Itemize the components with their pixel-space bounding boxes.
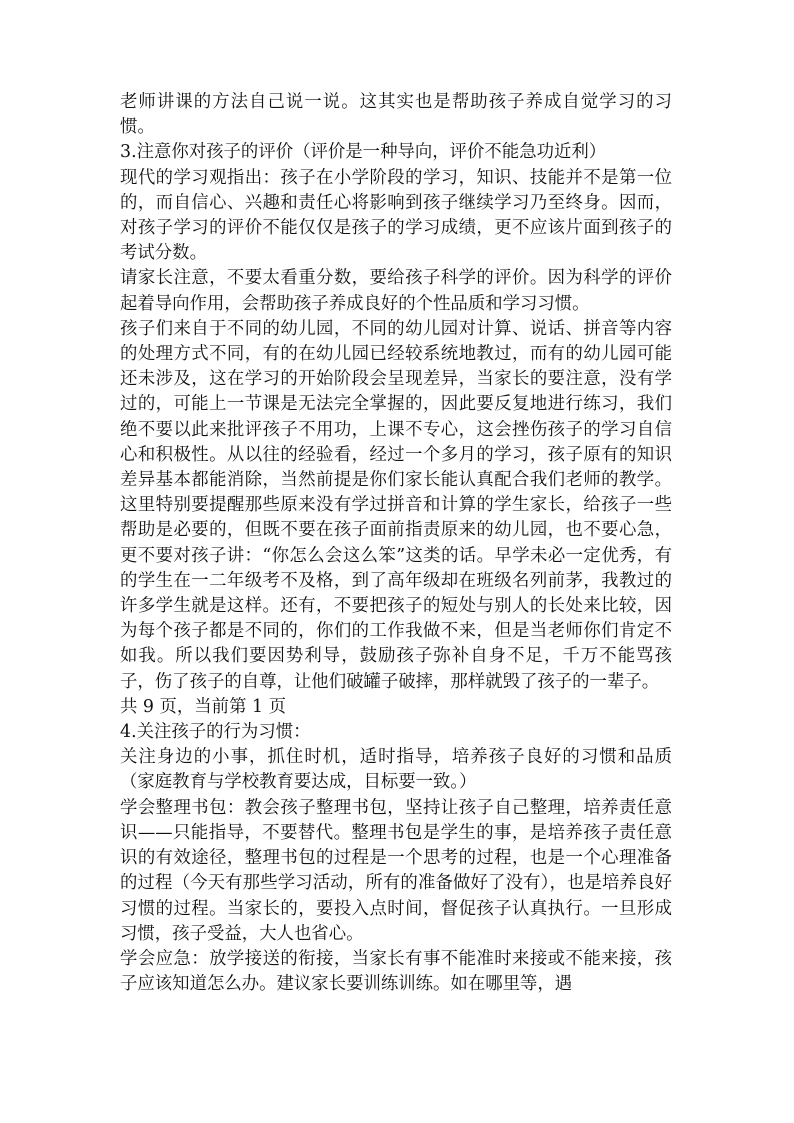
paragraph-intro-continuation: 老师讲课的方法自己说一说。这其实也是帮助孩子养成自觉学习的习惯。 xyxy=(120,92,672,138)
document-body xyxy=(120,90,672,997)
paragraph-learning-view: 现代的学习观指出：孩子在小学阶段的学习，知识、技能并不是第一位的，而自信心、兴趣和责任心将影响到孩子继续学习乃至终身。因而，对孩子学习的评价不能仅仅是孩子的学习成绩，更不应该片面到孩子的考试分数。 xyxy=(120,167,672,264)
paragraph-small-things: 关注身边的小事，抓住时机，适时指导，培养孩子良好的习惯和品质（家庭教育与学校教育要达成，目标要一致。） xyxy=(120,747,672,793)
page-indicator: 共 9 页，当前第 1 页 xyxy=(120,696,286,717)
section-heading-4: 4.关注孩子的行为习惯： xyxy=(120,722,311,743)
paragraph-parent-note: 请家长注意，不要太看重分数，要给孩子科学的评价。因为科学的评价起着导向作用，会帮助孩子养成良好的个性品质和学习习惯。 xyxy=(120,268,672,314)
paragraph-organize-schoolbag: 学会整理书包：教会孩子整理书包，坚持让孩子自己整理，培养责任意识——只能指导，不要替代。整理书包是学生的事，是培养孩子责任意识的有效途径，整理书包的过程是一个思考的过程，也是一个心理准备的过程（今天有那些学习活动，所有的准备做好了没有），也是培养良好习惯的过程。当家长的，要投入点时间，督促孩子认真执行。一旦形成习惯，孩子受益，大人也省心。 xyxy=(120,797,672,944)
paragraph-emergency: 学会应急：放学接送的衔接，当家长有事不能准时来接或不能来接，孩子应该知道怎么办。建议家长要训练训练。如在哪里等，遇 xyxy=(120,948,672,995)
section-heading-3: 3.注意你对孩子的评价（评价是一种导向，评价不能急功近利） xyxy=(120,142,607,163)
paragraph-kindergarten-differences: 孩子们来自于不同的幼儿园，不同的幼儿园对计算、说话、拼音等内容的处理方式不同，有的在幼儿园已经较系统地教过，而有的幼儿园可能还未涉及，这在学习的开始阶段会呈现差异，当家长的要注意，没有学过的，可能上一节课是无法完全掌握的，因此要反复地进行练习，我们绝不要以此来批评孩子不用功，上课不专心，这会挫伤孩子的学习自信心和积极性。从以往的经验看，经过一个多月的学习，孩子原有的知识差异基本都能消除，当然前提是你们家长能认真配合我们老师的教学。这里特别要提醒那些原来没有学过拼音和计算的学生家长，给孩子一些帮助是必要的，但既不要在孩子面前指责原来的幼儿园，也不要心急，更不要对孩子讲：“你怎么会这么笨”这类的话。早学未必一定优秀，有的学生在一二年级考不及格，到了高年级却在班级名列前茅，我教过的许多学生就是这样。还有，不要把孩子的短处与别人的长处来比较，因为每个孩子都是不同的，你们的工作我做不来，但是当老师你们肯定不如我。所以我们要因势利导，鼓励孩子弥补自身不足，千万不能骂孩子，伤了孩子的自尊，让他们破罐子破摔，那样就毁了孩子的一辈子。 xyxy=(120,318,672,692)
